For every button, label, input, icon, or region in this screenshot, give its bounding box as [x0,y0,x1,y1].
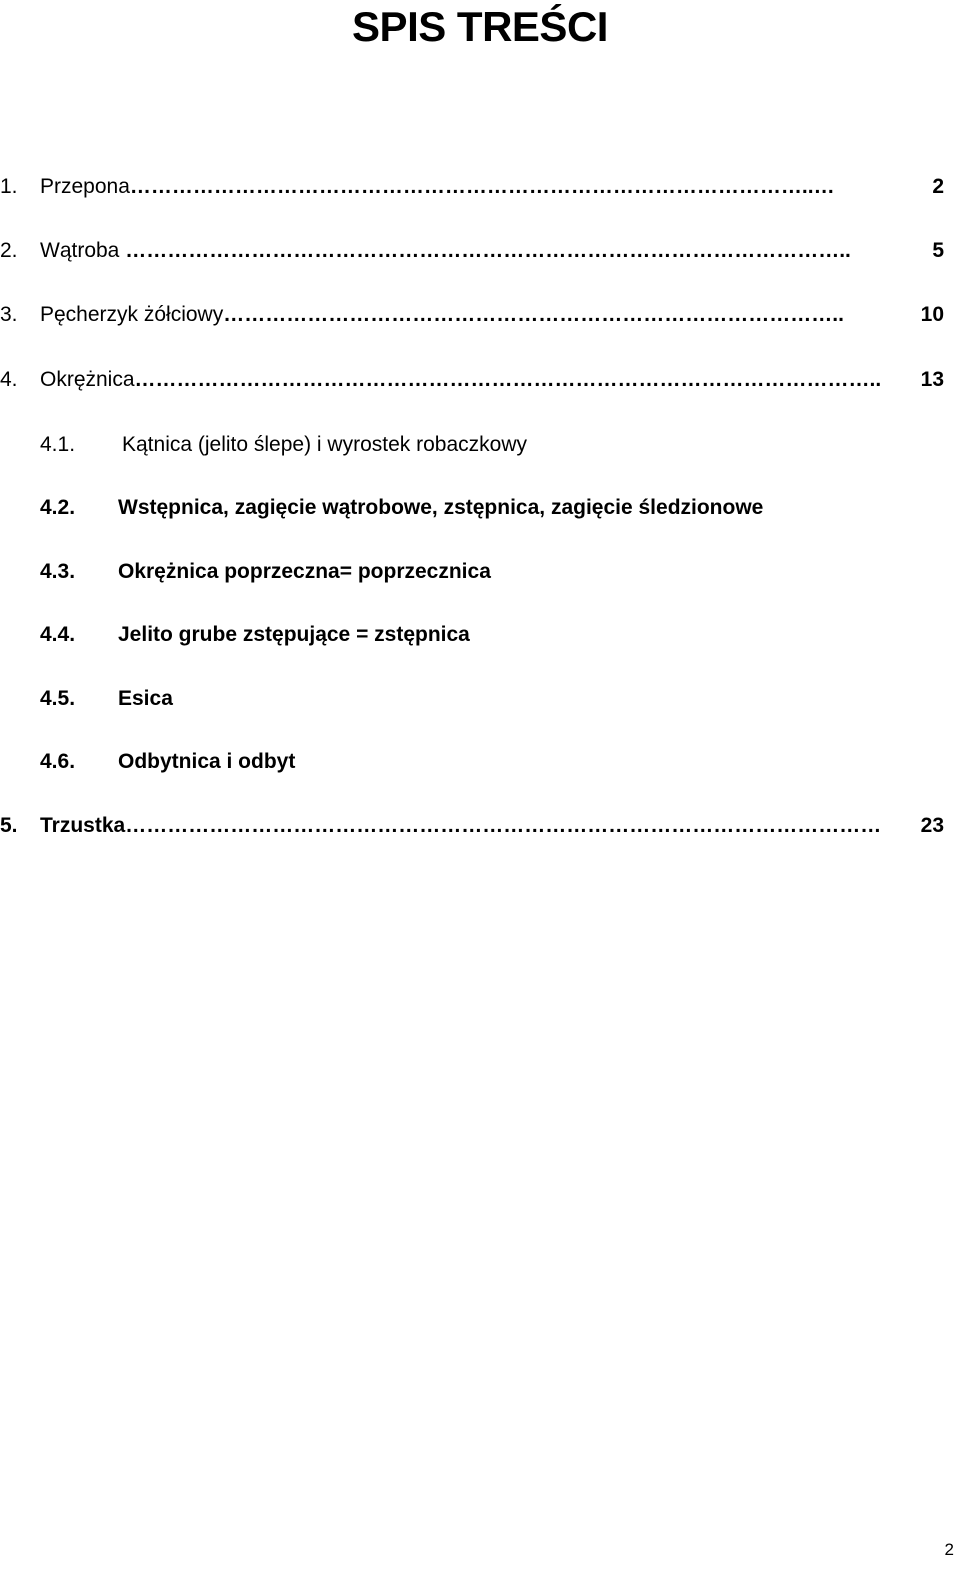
toc-entry-number: 4. [0,368,18,391]
toc-subentry-4-2[interactable] [40,491,940,525]
toc-entry-label: Trzustka [40,814,126,837]
toc-entry-number: 3. [0,303,18,326]
toc-entry-label: Pęcherzyk żółciowy [40,303,224,326]
toc-page-number: 10 [920,303,944,326]
toc-entry-number: 1. [0,175,18,198]
toc-leader-dots: …………………………………………………………………………….. [223,303,844,326]
toc-entry-4[interactable] [0,363,944,397]
toc-entry-3[interactable] [0,298,944,332]
toc-subentry-number: 4.4. [40,623,76,646]
toc-subentry-number: 4.1. [40,433,76,456]
toc-leader-dots: ………………………………………………………………………………………….. [125,239,851,262]
toc-entry-2[interactable] [0,234,944,268]
toc-subentry-number: 4.5. [40,687,76,710]
toc-subentry-number: 4.6. [40,750,76,773]
toc-leader-dots: …………………………………………………………………………………………….. [134,368,882,391]
toc-subentry-4-6[interactable] [40,745,940,779]
toc-subentry-label: Odbytnica i odbyt [118,750,296,773]
toc-page-number: 13 [920,368,944,391]
page-title: SPIS TREŚCI [352,3,608,50]
toc-leader-dots: ……………………………………………………………………………………..… [129,175,835,198]
toc-entry-number: 5. [0,814,18,837]
toc-subentry-label: Wstępnica, zagięcie wątrobowe, zstępnica, zagięcie śledzionowe [118,496,764,519]
toc-subentry-label: Jelito grube zstępujące = zstępnica [118,623,470,646]
toc-subentry-number: 4.3. [40,560,76,583]
toc-subentry-label: Kątnica (jelito ślepe) i wyrostek robaczkowy [122,433,527,456]
toc-subentry-4-3[interactable] [40,555,940,589]
toc-subentry-label: Esica [118,687,173,710]
toc-entry-number: 2. [0,239,18,262]
toc-subentry-4-4[interactable] [40,618,940,652]
toc-entry-5[interactable] [0,809,944,843]
toc-leader-dots: ……………………………………………………………………………………………… [125,814,882,837]
toc-subentry-4-5[interactable] [40,682,940,716]
toc-subentry-number: 4.2. [40,496,76,519]
toc-entry-label: Wątroba [40,239,126,262]
toc-page-number: 23 [920,814,944,837]
toc-entry-label: Okrężnica [40,368,135,391]
toc-subentry-label: Okrężnica poprzeczna= poprzecznica [118,560,491,583]
toc-page-number: 5 [932,239,944,262]
toc-subentry-4-1[interactable] [40,428,940,462]
page-number: 2 [944,1540,954,1559]
toc-entry-1[interactable] [0,170,944,204]
toc-page-number: 2 [932,175,944,198]
toc-entry-label: Przepona [40,175,130,198]
